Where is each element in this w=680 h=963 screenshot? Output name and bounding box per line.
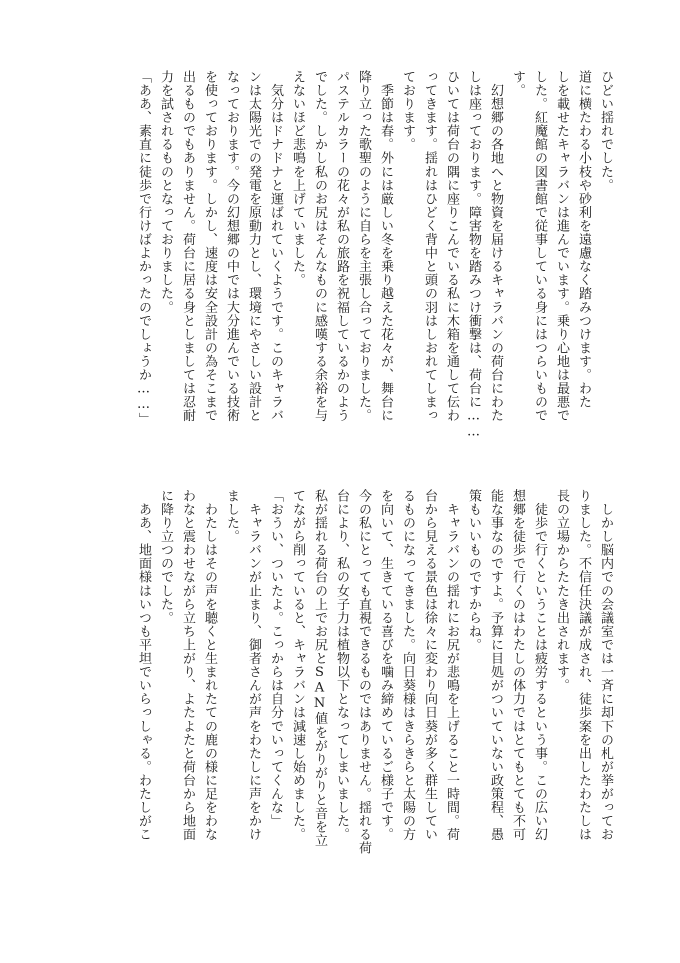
text-line: す。	[510, 70, 525, 98]
text-line: ンは太陽光での発電を原動力とし、環境にやさしい設計と	[246, 70, 261, 423]
text-line: 策もいいものですからね。	[466, 489, 481, 652]
text-line: ってきます。揺れはひどく背中と頭の羽はしおれてしまっ	[422, 70, 437, 423]
text-line: した。紅魔館の図書館で従事している身にはつらいもので	[532, 70, 547, 423]
text-line: ております。	[400, 70, 415, 152]
text-line: 能な事なのですよ。予算に目処がついていない政策程、愚	[488, 489, 503, 842]
text-line: りました。不信任決議が成され、徒歩案を出したわたしは	[576, 489, 591, 842]
text-line: わなと震わせながら立ち上がり、よたよたと荷台から地面	[180, 489, 195, 842]
text-line: を使っております。しかし、速度は安全設計の為そこまで	[202, 70, 217, 423]
text-line: 長の立場からたたき出されます。	[554, 489, 569, 693]
text-line: わたしはその声を聴くと生まれたての鹿の様に足をわな	[202, 489, 217, 842]
text-line: パステルカラーの花々が私の旅路を祝福しているかのよう	[334, 70, 349, 423]
text-line: 「ああ、素直に徒歩で行けばよかったのでしょうか……」	[136, 70, 151, 427]
text-line: 徒歩で行くということは疲労するという事。この広い幻	[532, 489, 547, 842]
text-line: でした。しかし私のお尻はそんなものに感嘆する余裕を与	[312, 70, 327, 423]
text-line: ました。	[224, 489, 239, 544]
text-line: しは座っております。障害物を踏みつけ衝撃は、荷台に……	[466, 70, 481, 440]
text-line: を向いて、生きている喜びを噛み締めているご様子です。	[378, 489, 393, 842]
text-line: 道に横たわる小枝や砂利を遠慮なく踏みつけます。わた	[576, 70, 591, 409]
text-line: に降り立つのでした。	[158, 489, 173, 625]
text-line: ひいては荷台の隅に座りこんでいる私に木箱を通して伝わ	[444, 70, 459, 423]
top-text-block	[111, 70, 616, 480]
text-line: 降り立った歌聖のように自らを主張し合っておりました。	[356, 70, 371, 423]
text-line: 台により、私の女子力は植物以下となってしまいました。	[334, 489, 349, 842]
text-line: キャラバンの揺れにお尻が悲鳴を上げること一時間。荷	[444, 489, 459, 842]
text-line: 今の私にとっても直視できるものではありません。揺れる荷	[356, 489, 371, 855]
text-line: ああ、地面様はいつも平坦でいらっしゃる。わたしがこ	[136, 489, 151, 842]
text-line: 幻想郷の各地へと物資を届けるキャラバンの荷台にわた	[488, 70, 503, 423]
text-line: 力を試されるものとなっておりました。	[158, 70, 173, 314]
text-line: 季節は春。外には厳しい冬を乗り越えた花々が、舞台に	[378, 70, 393, 423]
text-line: 私が揺れる荷台の上でお尻とSAN値をがりがりと音を立	[312, 489, 327, 848]
text-line: しを載せたキャラバンは進んでいます。乗り心地は最悪で	[554, 70, 569, 423]
text-line: 出るものでもありません。荷台に居る身としましては忍耐	[180, 70, 195, 423]
bottom-text-block	[111, 489, 616, 899]
text-line: 台から見える景色は徐々に変わり向日葵が多く群生してい	[422, 489, 437, 842]
text-line: 気分はドナドナと運ばれていくようです。このキャラバ	[268, 70, 283, 423]
text-line: てながら削っていると、キャラバンは減速し始めました。	[290, 489, 305, 842]
text-line: るものになってきました。向日葵様はきらきらと太陽の方	[400, 489, 415, 842]
text-line: キャラバンが止まり、御者さんが声をわたしに声をかけ	[246, 489, 261, 842]
text-line: なっております。今の幻想郷の中では大分進んでいる技術	[224, 70, 239, 423]
text-line: 想郷を徒歩で行くのはわたしの体力ではとてもとても不可	[510, 489, 525, 842]
text-line: ひどい揺れでした。	[598, 70, 613, 192]
text-line: えないほど悲鳴を上げていました。	[290, 70, 305, 287]
text-line: 「おうい、ついたよ。こっからは自分でいってくんな」	[268, 489, 283, 828]
text-line: しかし脳内での会議室では一斉に却下の札が挙がってお	[598, 489, 613, 842]
